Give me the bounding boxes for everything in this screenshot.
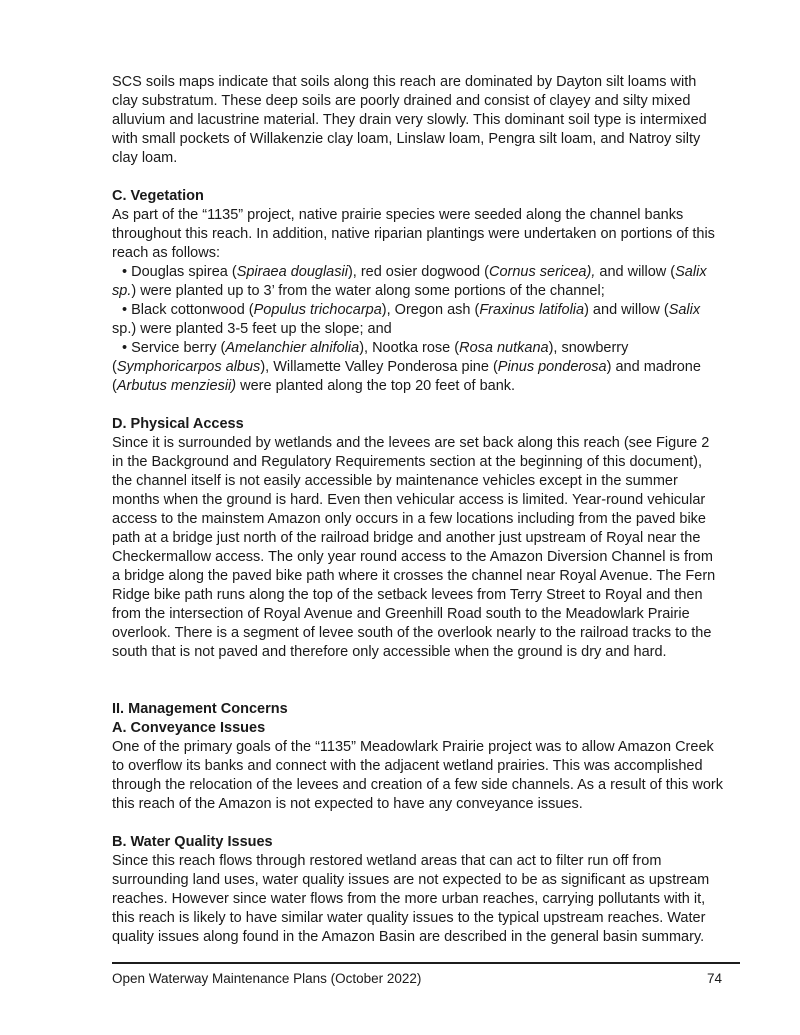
- vegetation-heading: C. Vegetation: [112, 188, 204, 204]
- page-number: 74: [706, 971, 722, 986]
- conveyance-issues-heading: A. Conveyance Issues: [112, 720, 266, 736]
- footer-document-title: Open Waterway Maintenance Plans (October 2022): [112, 971, 422, 986]
- vegetation-bullet-3: • Service berry (Amelanchier alnifolia), Nootka rose (Rosa nutkana), snowberry (Symphoricarpos albus), Willamette Valley Ponderosa pine (Pinus ponderosa) and madrone (Arbutus menziesii) were planted along the top 20 feet of bank.: [112, 340, 701, 394]
- water-quality-heading: B. Water Quality Issues: [112, 834, 273, 850]
- vegetation-intro: As part of the “1135” project, native prairie species were seeded along the channel banks throughout this reach. In addition, native riparian plantings were undertaken on portions of this reach as follows:: [112, 207, 715, 261]
- conveyance-issues-paragraph: One of the primary goals of the “1135” Meadowlark Prairie project was to allow Amazon Creek to overflow its banks and connect with the adjacent wetland prairies. This was accomplished through the relocation of the levees and creation of a few side channels. As a result of this work this reach of the Amazon is not expected to have any conveyance issues.: [112, 739, 723, 812]
- document-content: [112, 73, 724, 947]
- water-quality-paragraph: Since this reach flows through restored wetland areas that can act to filter run off from surrounding land uses, water quality issues are not expected to be as significant as upstream reaches. However since water flows from the more urban reaches, carrying pollutants with it, this reach is likely to have similar water quality issues to the typical upstream reaches. Water quality issues along found in the Amazon Basin are described in the general basin summary.: [112, 853, 710, 945]
- vegetation-bullet-2: • Black cottonwood (Populus trichocarpa), Oregon ash (Fraxinus latifolia) and willow (Salix sp.) were planted 3-5 feet up the slope; and: [112, 302, 701, 337]
- soils-paragraph: SCS soils maps indicate that soils along this reach are dominated by Dayton silt loams with clay substratum. These deep soils are poorly drained and consist of clayey and silty mixed alluvium and lacustrine material. They drain very slowly. This dominant soil type is intermixed with small pockets of Willakenzie clay loam, Linslaw loam, Pengra silt loam, and Natroy silty clay loam.: [112, 74, 707, 166]
- management-concerns-heading: II. Management Concerns: [112, 701, 288, 717]
- page-footer: [112, 962, 740, 987]
- vegetation-bullet-1: • Douglas spirea (Spiraea douglasii), red osier dogwood (Cornus sericea), and willow (Salix sp.) were planted up to 3’ from the water along some portions of the channel;: [112, 264, 707, 299]
- physical-access-paragraph: Since it is surrounded by wetlands and the levees are set back along this reach (see Figure 2 in the Background and Regulatory Requirements section at the beginning of this document), the channel itself is not easily accessible by maintenance vehicles except in the summer months when the ground is hard. Even then vehicular access is limited. Year-round vehicular access to the mainstem Amazon only occurs in a few locations including from the paved bike path at a bridge just north of the railroad bridge and another just upstream of Royal near the Checkermallow access. The only year round access to the Amazon Diversion Channel is from a bridge along the paved bike path where it crosses the channel near Royal Avenue. The Fern Ridge bike path runs along the top of the setback levees from Terry Street to Royal and then from the intersection of Royal Avenue and Greenhill Road south to the Meadowlark Prairie overlook. There is a segment of levee south of the overlook nearly to the railroad tracks to the south that is not paved and therefore only accessible when the ground is dry and hard.: [112, 435, 716, 660]
- physical-access-heading: D. Physical Access: [112, 416, 244, 432]
